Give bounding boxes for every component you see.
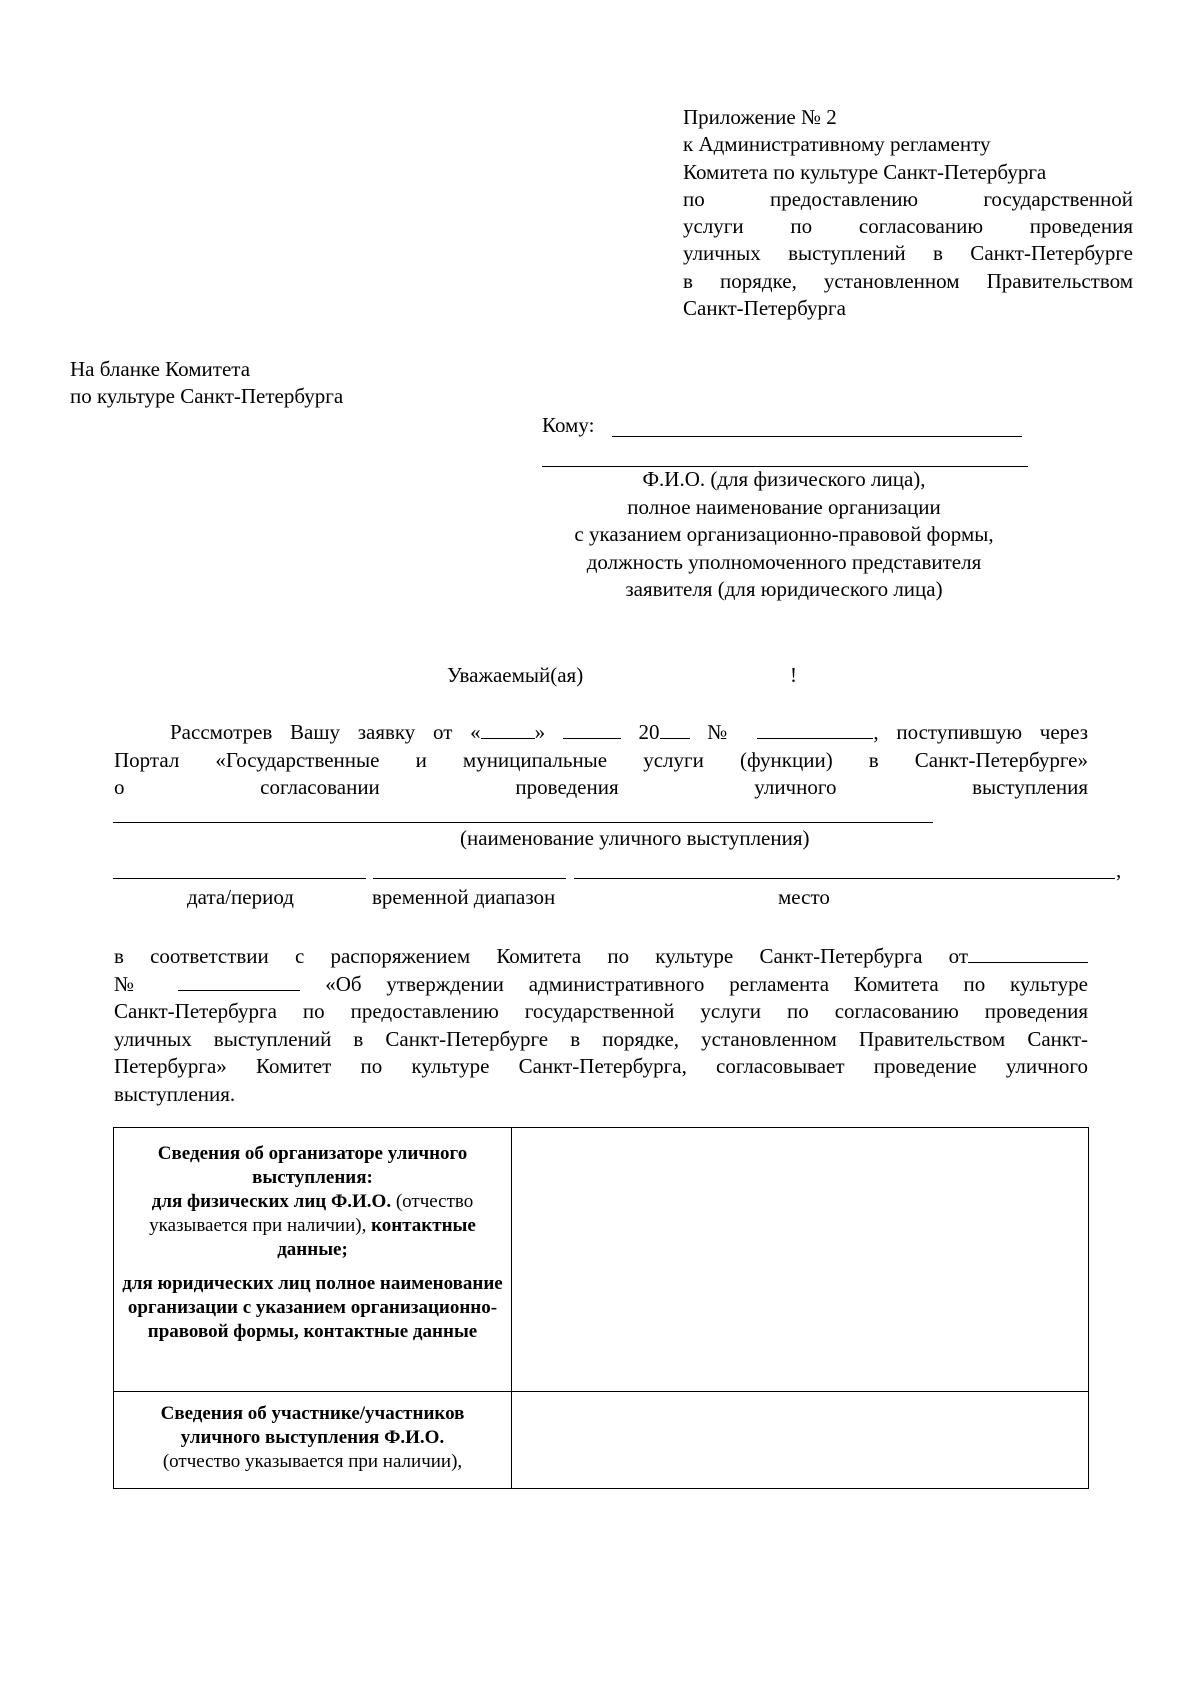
text: » — [534, 720, 546, 744]
greeting: Уважаемый(ая) — [447, 663, 584, 687]
letterhead-line: На бланке Комитета — [70, 357, 251, 381]
appendix-line: Приложение № 2 — [683, 105, 837, 129]
year-field[interactable] — [660, 720, 690, 739]
organizer-individuals — [114, 1128, 511, 1268]
appendix-line: в порядке, установленном Правительством — [683, 268, 1133, 293]
appendix-header — [683, 104, 1133, 322]
appendix-line: Санкт-Петербурга — [683, 296, 846, 321]
approval-line-6: выступления. — [114, 1081, 236, 1106]
text: , поступившую через — [873, 720, 1089, 744]
text: для физических лиц Ф.И.О. — [151, 1191, 392, 1212]
application-number-field[interactable] — [757, 720, 873, 739]
event-name-field[interactable] — [113, 822, 933, 823]
text: в соответствии с распоряжением Комитета по культуре Санкт-Петербурга от — [114, 944, 968, 968]
day-field[interactable] — [481, 720, 535, 739]
application-line-1 — [114, 719, 1088, 747]
participants-note: (отчество указывается при наличии), — [162, 1451, 463, 1472]
paragraph-application — [114, 719, 1088, 802]
table-row-organizer — [114, 1128, 1089, 1392]
text: № — [114, 971, 154, 996]
application-line-3: о согласовании проведения уличного выступления — [114, 775, 1088, 799]
date-period-field[interactable] — [113, 878, 366, 879]
text: 20 — [638, 720, 660, 744]
event-name-caption: (наименование уличного выступления) — [460, 826, 810, 850]
text: контактные данные; — [277, 1215, 476, 1260]
place-field[interactable] — [574, 878, 1115, 879]
appendix-line: уличных выступлений в Санкт-Петербурге — [683, 241, 1133, 266]
approval-line-2 — [114, 971, 1088, 999]
organizer-title: Сведения об организаторе уличного выступления: — [157, 1143, 468, 1188]
approval-line-5: Петербурга» Комитет по культуре Санкт-Петербурга, согласовывает проведение уличного — [114, 1054, 1088, 1078]
recipient-note — [540, 466, 1028, 604]
text: (отчество указывается при наличии), — [149, 1191, 474, 1236]
letterhead-note — [70, 356, 343, 410]
recipient-note-line: полное наименование организации — [627, 494, 941, 519]
text: «Об утверждении административного регламента Комитета по культуре — [325, 971, 1088, 996]
recipient-note-line: Ф.И.О. (для физического лица), — [642, 467, 926, 491]
recipient-label: Кому: — [542, 413, 595, 437]
participants-label — [114, 1392, 511, 1480]
order-date-field[interactable] — [968, 944, 1088, 963]
time-range-field[interactable] — [373, 878, 566, 879]
organizer-value-cell[interactable] — [512, 1128, 1089, 1392]
organizer-legal-entities: для юридических лиц полное наименование организации с указанием организационно-правовой формы, контактные данные — [122, 1273, 503, 1342]
organizer-individuals-text — [120, 1190, 505, 1262]
appendix-line: Комитета по культуре Санкт-Петербурга — [683, 159, 1047, 184]
date-period-caption: дата/период — [187, 885, 294, 909]
application-line-2: Портал «Государственные и муниципальные услуги (функции) в Санкт-Петербурге» — [114, 747, 1088, 772]
recipient-note-line: должность уполномоченного представителя — [586, 549, 982, 574]
info-table — [113, 1127, 1089, 1489]
paragraph-approval — [114, 943, 1088, 1108]
appendix-line: по предоставлению государственной — [683, 186, 1133, 211]
recipient-field-line-1[interactable] — [612, 436, 1022, 437]
appendix-line: услуги по согласованию проведения — [683, 214, 1133, 239]
participants-title: Сведения об участнике/участников уличного выступления Ф.И.О. — [160, 1403, 465, 1448]
approval-line-3: Санкт-Петербурга по предоставлению государственной услуги по согласованию проведения — [114, 999, 1088, 1023]
organizer-label-cell — [114, 1128, 512, 1392]
text: Рассмотрев Вашу заявку от « — [170, 720, 481, 744]
greeting-exclamation: ! — [790, 663, 797, 687]
approval-line-4: уличных выступлений в Санкт-Петербурге в порядке, установленном Правительством Санкт- — [114, 1026, 1088, 1051]
trailing-comma: , — [1116, 858, 1122, 882]
appendix-line: к Административному регламенту — [683, 132, 991, 157]
recipient-note-line: заявителя (для юридического лица) — [625, 577, 943, 601]
time-range-caption: временной диапазон — [372, 885, 556, 909]
text: № — [707, 720, 740, 744]
participants-label-cell — [114, 1392, 512, 1489]
month-field[interactable] — [563, 720, 621, 739]
order-number-field[interactable] — [178, 972, 300, 991]
approval-line-1 — [114, 943, 1088, 971]
recipient-note-line: с указанием организационно-правовой формы, — [574, 522, 994, 546]
participants-value-cell[interactable] — [512, 1392, 1089, 1489]
table-row-participants — [114, 1392, 1089, 1489]
letterhead-line: по культуре Санкт-Петербурга — [70, 384, 344, 408]
place-caption: место — [778, 885, 830, 909]
